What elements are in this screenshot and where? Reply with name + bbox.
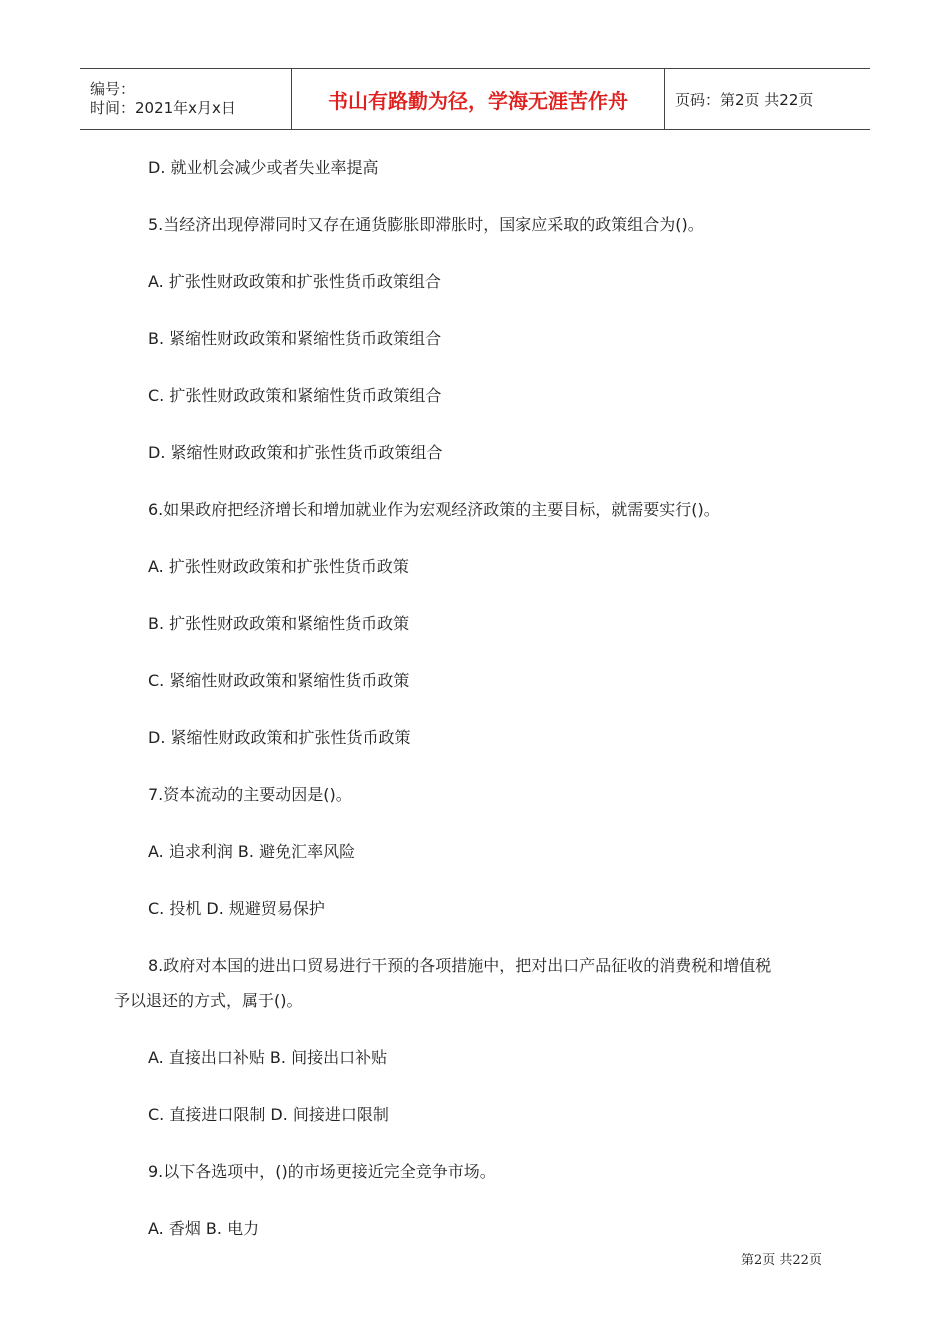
question-line: 8.政府对本国的进出口贸易进行干预的各项措施中，把对出口产品征收的消费税和增值税: [148, 956, 772, 975]
text-line: C. 扩张性财政政策和紧缩性货币政策组合: [148, 386, 442, 405]
header-page-label: 页码：第2页 共22页: [675, 90, 814, 109]
text-line: A. 扩张性财政政策和扩张性货币政策组合: [148, 272, 441, 291]
text-line: C. 投机 D. 规避贸易保护: [148, 899, 325, 918]
text-line: C. 直接进口限制 D. 间接进口限制: [148, 1105, 389, 1124]
text-line: A. 香烟 B. 电力: [148, 1219, 260, 1238]
text-line: B. 扩张性财政政策和紧缩性货币政策: [148, 614, 410, 633]
text-line: D. 就业机会减少或者失业率提高: [148, 158, 379, 177]
question-line: 6.如果政府把经济增长和增加就业作为宏观经济政策的主要目标，就需要实行()。: [148, 500, 720, 519]
text-line: A. 直接出口补贴 B. 间接出口补贴: [148, 1048, 388, 1067]
page-footer: 第2页 共22页: [741, 1253, 822, 1268]
text-line: B. 紧缩性财政政策和紧缩性货币政策组合: [148, 329, 442, 348]
text-line: D. 紧缩性财政政策和扩张性货币政策组合: [148, 443, 443, 462]
text-line: C. 紧缩性财政政策和紧缩性货币政策: [148, 671, 410, 690]
header-meta: [80, 69, 292, 129]
header-motto: 书山有路勤为径，学海无涯苦作舟: [328, 88, 628, 113]
number-label: 编号：: [90, 80, 136, 98]
text-line: D. 紧缩性财政政策和扩张性货币政策: [148, 728, 411, 747]
text-line: A. 追求利润 B. 避免汇率风险: [148, 842, 356, 861]
header-motto-cell: [292, 69, 665, 129]
page-header: [80, 68, 870, 130]
time-label: 时间：2021年x月x日: [90, 99, 236, 117]
question-line: 7.资本流动的主要动因是()。: [148, 785, 352, 804]
text-line: A. 扩张性财政政策和扩张性货币政策: [148, 557, 409, 576]
question-line: 9.以下各选项中，()的市场更接近完全竞争市场。: [148, 1162, 496, 1181]
header-page-cell: [665, 69, 870, 129]
question-line-continued: 予以退还的方式，属于()。: [114, 991, 303, 1010]
question-line: 5.当经济出现停滞同时又存在通货膨胀即滞胀时，国家应采取的政策组合为()。: [148, 215, 704, 234]
